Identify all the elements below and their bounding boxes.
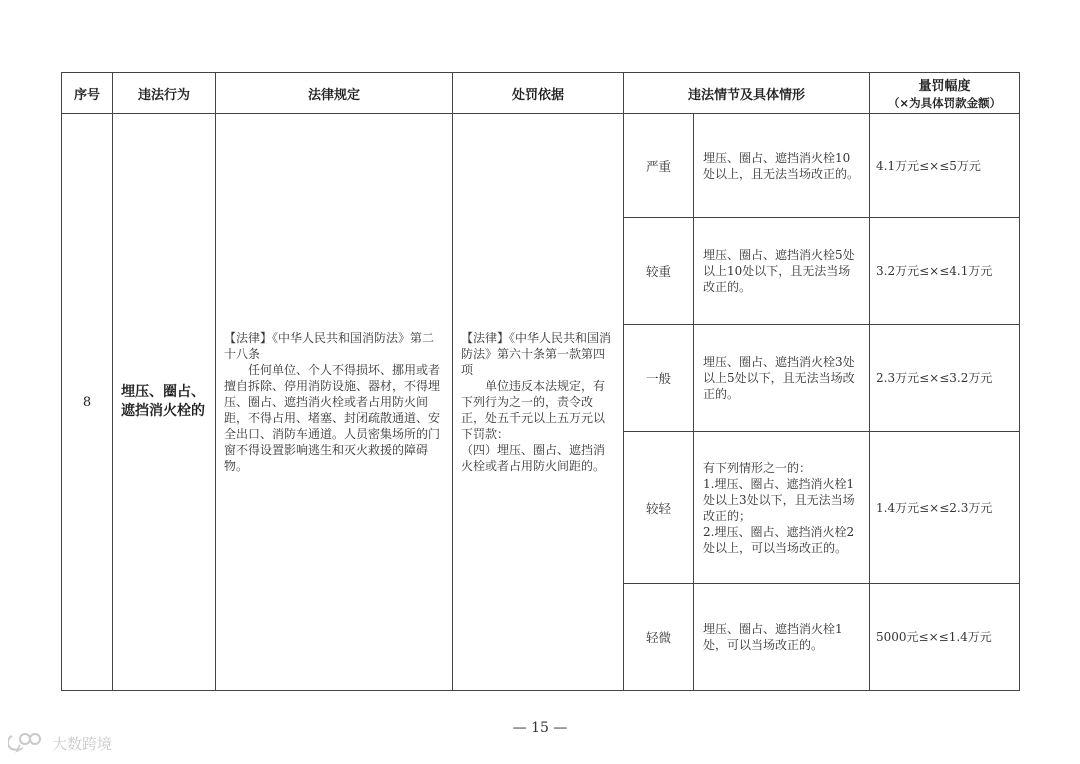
level-range: 5000元≤×≤1.4万元 (870, 584, 1020, 691)
row-basis (453, 114, 624, 691)
basis-text: 单位违反本法规定，有下列行为之一的，责令改正，处五千元以上五万元以下罚款： (461, 379, 606, 441)
level-desc: 有下列情形之一的： 1.埋压、圈占、遮挡消火栓1处以上3处以下，且无法当场改正的； 2.埋压、圈占、遮挡消火栓2处以上，可以当场改正的。 (694, 432, 870, 584)
watermark-text: 大数跨境 (52, 734, 113, 753)
level-label: 较重 (624, 218, 694, 325)
header-seq: 序号 (62, 73, 113, 114)
law-citation: 【法律】《中华人民共和国消防法》第二十八条 (224, 331, 435, 361)
level-desc: 埋压、圈占、遮挡消火栓3处以上5处以下，且无法当场改正的。 (694, 325, 870, 432)
law-text: 任何单位、个人不得损坏、挪用或者擅自拆除、停用消防设施、器材，不得埋压、圈占、遮挡消火栓或者占用防火间距，不得占用、堵塞、封闭疏散通道、安全出口、消防车通道。人员密集场所的门窗不得设置影响逃生和灭火救援的障碍物。 (224, 363, 441, 473)
watermark (8, 732, 112, 754)
level-range: 3.2万元≤×≤4.1万元 (870, 218, 1020, 325)
table-row (62, 114, 1020, 218)
level-desc: 埋压、圈占、遮挡消火栓1处，可以当场改正的。 (694, 584, 870, 691)
page-number: — 15 — (512, 720, 568, 736)
header-circumstances: 违法情节及具体情形 (624, 73, 870, 114)
level-desc: 埋压、圈占、遮挡消火栓5处以上10处以下，且无法当场改正的。 (694, 218, 870, 325)
basis-citation: 【法律】《中华人民共和国消防法》第六十条第一款第四项 (461, 331, 612, 377)
header-row (62, 73, 1020, 114)
level-label: 较轻 (624, 432, 694, 584)
level-range: 1.4万元≤×≤2.3万元 (870, 432, 1020, 584)
row-seq: 8 (62, 114, 113, 691)
header-law: 法律规定 (216, 73, 453, 114)
header-behavior: 违法行为 (113, 73, 216, 114)
penalty-table (61, 72, 1020, 691)
row-behavior: 埋压、圈占、遮挡消火栓的 (113, 114, 216, 691)
header-basis: 处罚依据 (453, 73, 624, 114)
level-range: 2.3万元≤×≤3.2万元 (870, 325, 1020, 432)
level-range: 4.1万元≤×≤5万元 (870, 114, 1020, 218)
level-label: 轻微 (624, 584, 694, 691)
level-label: 严重 (624, 114, 694, 218)
level-desc: 埋压、圈占、遮挡消火栓10处以上，且无法当场改正的。 (694, 114, 870, 218)
row-law (216, 114, 453, 691)
header-penalty (870, 73, 1020, 114)
chat-bubbles-icon (8, 732, 48, 754)
level-label: 一般 (624, 325, 694, 432)
header-penalty-title: 量罚幅度 (918, 79, 971, 94)
basis-item: （四）埋压、圈占、遮挡消火栓或者占用防火间距的。 (461, 443, 606, 473)
header-penalty-note: （×为具体罚款金额） (887, 96, 1002, 110)
